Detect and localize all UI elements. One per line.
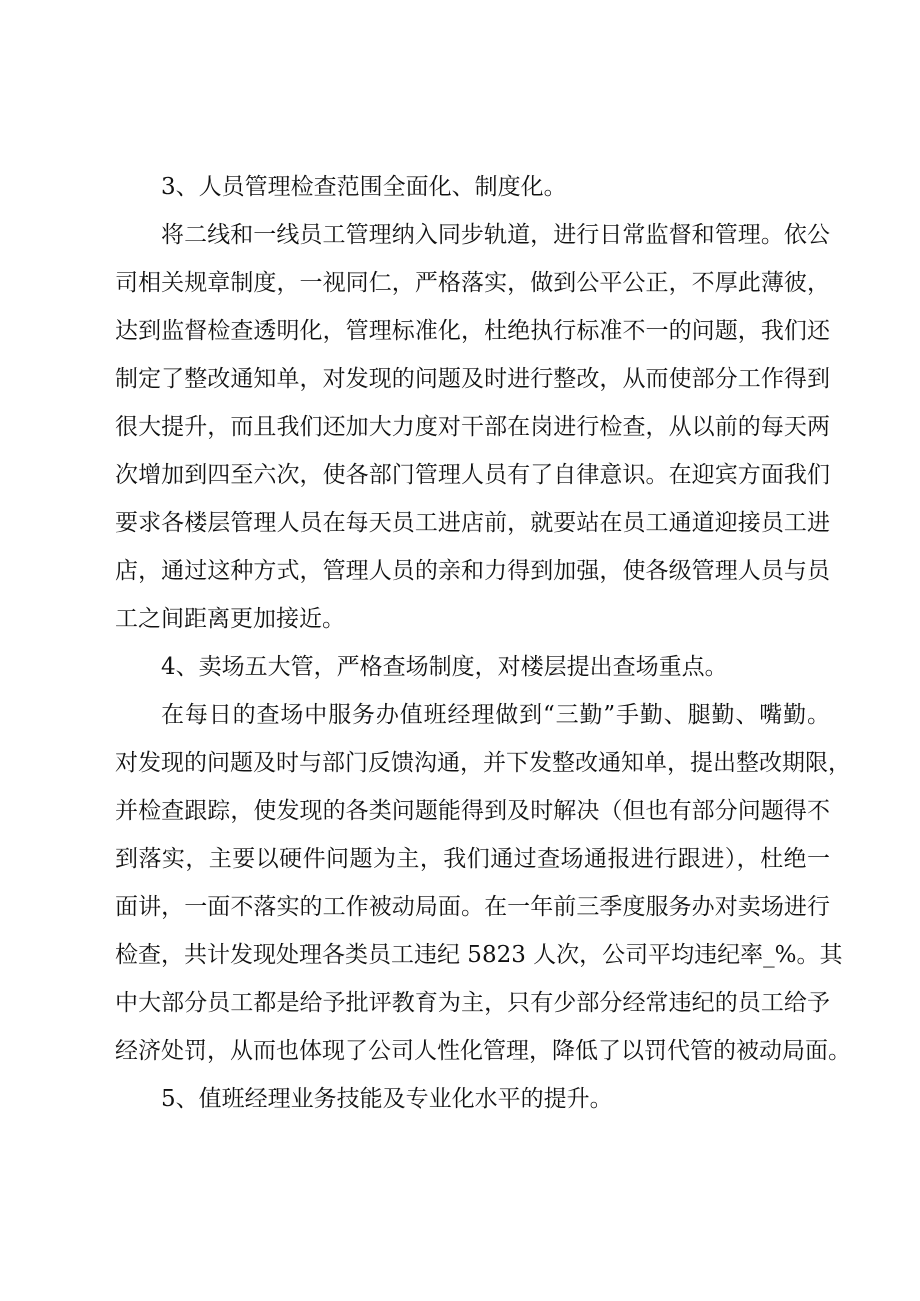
section-3-line-5: 很大提升，而且我们还加大力度对干部在岗进行检查，从以前的每天两 xyxy=(115,414,830,440)
section-3-line-1: 将二线和一线员工管理纳入同步轨道，进行日常监督和管理。依公 xyxy=(161,222,830,248)
section-3-line-2: 司相关规章制度，一视同仁，严格落实，做到公平公正，不厚此薄彼， xyxy=(115,270,830,296)
section-4-heading: 4、卖场五大管，严格查场制度，对楼层提出查场重点。 xyxy=(161,654,728,680)
section-3-line-3: 达到监督检查透明化，管理标准化，杜绝执行标准不一的问题，我们还 xyxy=(115,318,830,344)
section-3-line-4: 制定了整改通知单，对发现的问题及时进行整改，从而使部分工作得到 xyxy=(115,366,830,392)
section-4-line-6: 检查，共计发现处理各类员工违纪 5823 人次，公司平均违纪率_%。其 xyxy=(115,942,843,968)
section-4-line-5: 面讲，一面不落实的工作被动局面。在一年前三季度服务办对卖场进行 xyxy=(115,894,830,920)
section-4-line-3: 并检查跟踪，使发现的各类问题能得到及时解决（但也有部分问题得不 xyxy=(115,798,830,824)
section-4-line-2: 对发现的问题及时与部门反馈沟通，并下发整改通知单，提出整改期限， xyxy=(115,750,851,776)
section-3-heading: 3、人员管理检查范围全面化、制度化。 xyxy=(161,174,567,200)
section-4-line-1: 在每日的查场中服务办值班经理做到“三勤”手勤、腿勤、嘴勤。 xyxy=(161,702,830,728)
section-4-line-8: 经济处罚，从而也体现了公司人性化管理，降低了以罚代管的被动局面。 xyxy=(115,1038,851,1064)
section-5-heading: 5、值班经理业务技能及专业化水平的提升。 xyxy=(161,1086,613,1112)
section-3-line-7: 要求各楼层管理人员在每天员工进店前，就要站在员工通道迎接员工进 xyxy=(115,510,830,536)
section-3-line-6: 次增加到四至六次，使各部门管理人员有了自律意识。在迎宾方面我们 xyxy=(115,462,830,488)
section-4-line-4: 到落实，主要以硬件问题为主，我们通过查场通报进行跟进），杜绝一 xyxy=(115,846,830,872)
section-3-line-9: 工之间距离更加接近。 xyxy=(115,606,345,632)
section-4-line-7: 中大部分员工都是给予批评教育为主，只有少部分经常违纪的员工给予 xyxy=(115,990,830,1016)
section-3-line-8: 店，通过这种方式，管理人员的亲和力得到加强，使各级管理人员与员 xyxy=(115,558,830,584)
